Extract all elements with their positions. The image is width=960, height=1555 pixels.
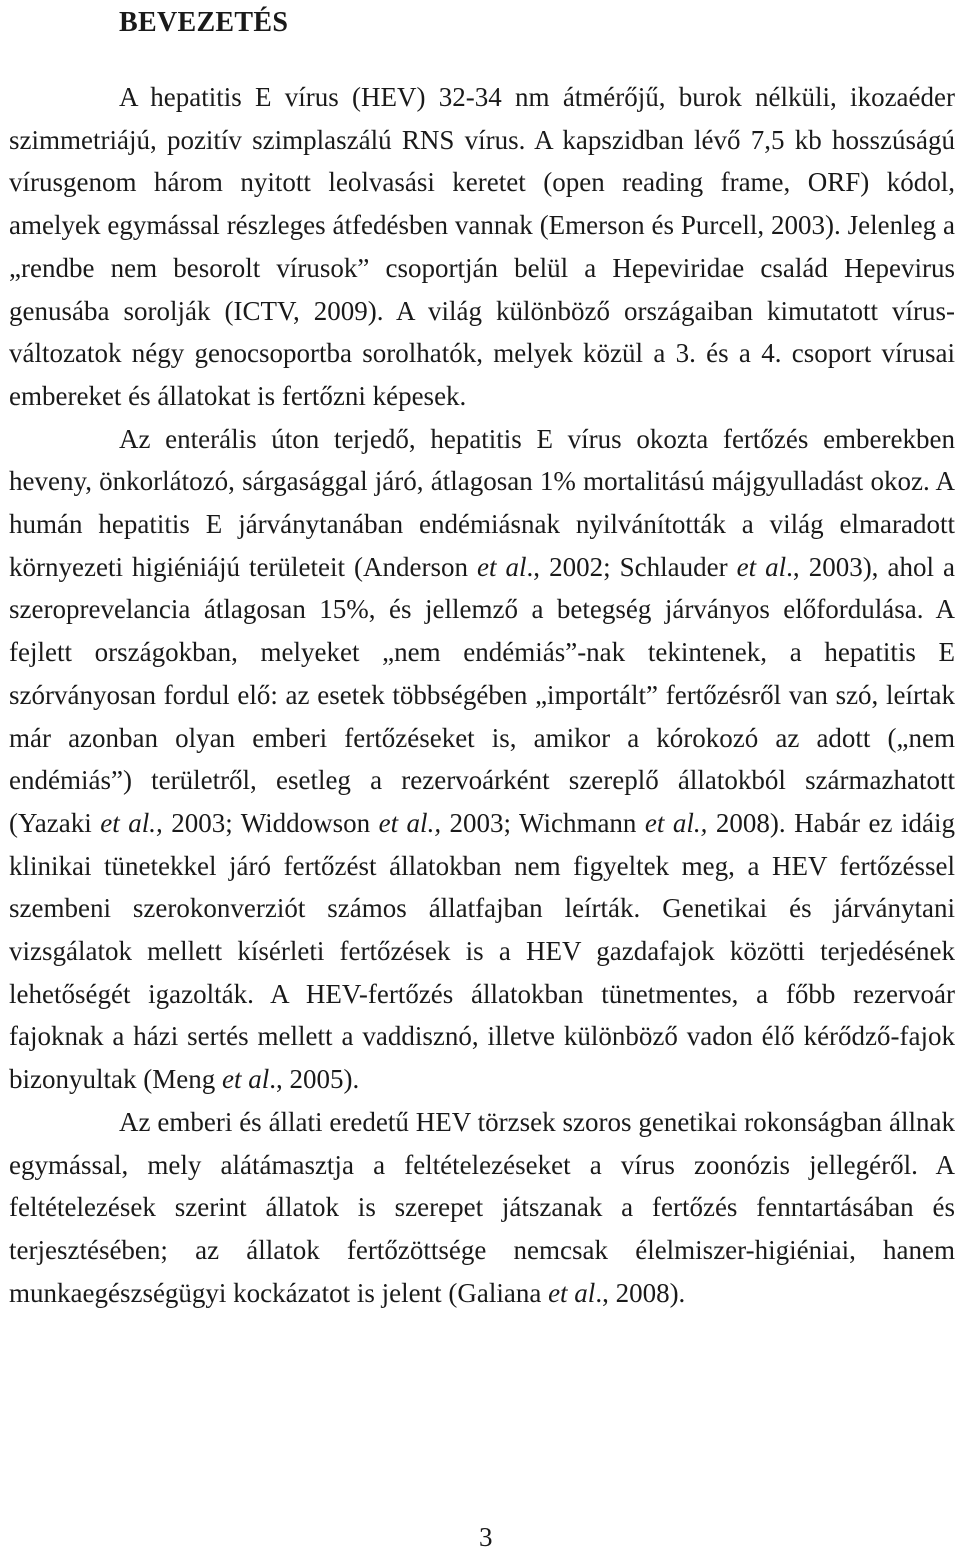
citation-italic: et al., — [378, 807, 442, 838]
body-text — [9, 76, 955, 1314]
text-segment: 2003; Wichmann — [441, 807, 645, 838]
text-segment: A hepatitis E vírus (HEV) 32-34 nm átmérőjű, burok nélküli, ikozaéder szimmetriájú, pozitív szimplaszálú RNS vírus. A kapszidban lévő 7,5 kb hosszúságú vírusgenom három nyitott leolvasási keretet (open reading frame, ORF) kódol, amelyek egymással részleges átfedésben vannak (Emerson és Purcell, 2003). Jelenleg a „rendbe nem besorolt vírusok” csoportján belül a Hepeviridae család Hepevirus genusába sorolják (ICTV, 2009). A világ különböző országaiban kimutatott vírus-változatok négy genocsoportba sorolhatók, melyek közül a 3. és a 4. csoport vírusai embereket és állatokat is fertőzni képesek. — [9, 82, 955, 411]
text-segment: ., 2005). — [269, 1064, 360, 1095]
paragraph-1 — [9, 76, 955, 418]
citation-italic: et al — [221, 1064, 270, 1095]
text-segment: ., 2003), ahol a szeroprevelancia átlagosan 15%, és jellemző a betegség járványos előfordulása. A fejlett országokban, melyeket „nem endémiás”-nak tekintenek, a hepatitis E szórványosan fordul elő: az esetek többségében „importált” fertőzésről van szó, leírtak már azonban olyan emberi fertőzéseket is, amikor a kórokozó az adott („nem endémiás”) területről, esetleg a rezervoárként szereplő állatokból származhatott (Yazaki — [9, 551, 955, 838]
citation-italic: et al — [736, 551, 787, 582]
section-heading: BEVEZETÉS — [119, 7, 289, 38]
text-segment: ., 2002; Schlauder — [526, 551, 737, 582]
text-segment: ., 2008). — [595, 1277, 686, 1308]
text-segment: Az enterális úton terjedő, hepatitis E vírus okozta fertőzés emberekben heveny, önkorlátozó, sárgasággal járó, átlagosan 1% mortalitású májgyulladást okoz. A humán hepatitis E járványtanában endémiásnak nyilvánították a világ elmaradott környezeti higiéniájú területeit (Anderson — [9, 423, 955, 582]
text-segment: Az emberi és állati eredetű HEV törzsek szoros genetikai rokonságban állnak egymással, mely alátámasztja a feltételezéseket a vírus zoonózis jellegéről. A feltételezések szerint állatok is szerepet játszanak a fertőzés fenntartásában és terjesztésében; az állatok fertőzöttsége nemcsak élelmiszer-higiéniai, hanem munkaegészségügyi kockázatot is jelent (Galiana — [9, 1106, 955, 1308]
text-segment: 2003; Widdowson — [162, 807, 379, 838]
text-segment: 2008). Habár ez idáig klinikai tünetekkel járó fertőzést állatokban nem figyeltek meg, a HEV fertőzéssel szembeni szerokonverziót számos állatfajban leírták. Genetikai és járványtani vizsgálatok mellett kísérleti fertőzések is a HEV gazdafajok közötti terjedésének lehetőségét igazolták. A HEV-fertőzés állatokban tünetmentes, a főbb rezervoár fajoknak a házi sertés mellett a vaddisznó, illetve különböző vadon élő kérődző-fajok bizonyultak (Meng — [9, 807, 955, 1095]
citation-italic: et al., — [644, 807, 708, 838]
paragraph-3 — [9, 1101, 955, 1315]
citation-italic: et al., — [100, 807, 163, 838]
page-number: 3 — [479, 1522, 493, 1552]
citation-italic: et al — [548, 1277, 596, 1308]
paragraph-2 — [9, 418, 955, 1101]
citation-italic: et al — [477, 551, 527, 582]
